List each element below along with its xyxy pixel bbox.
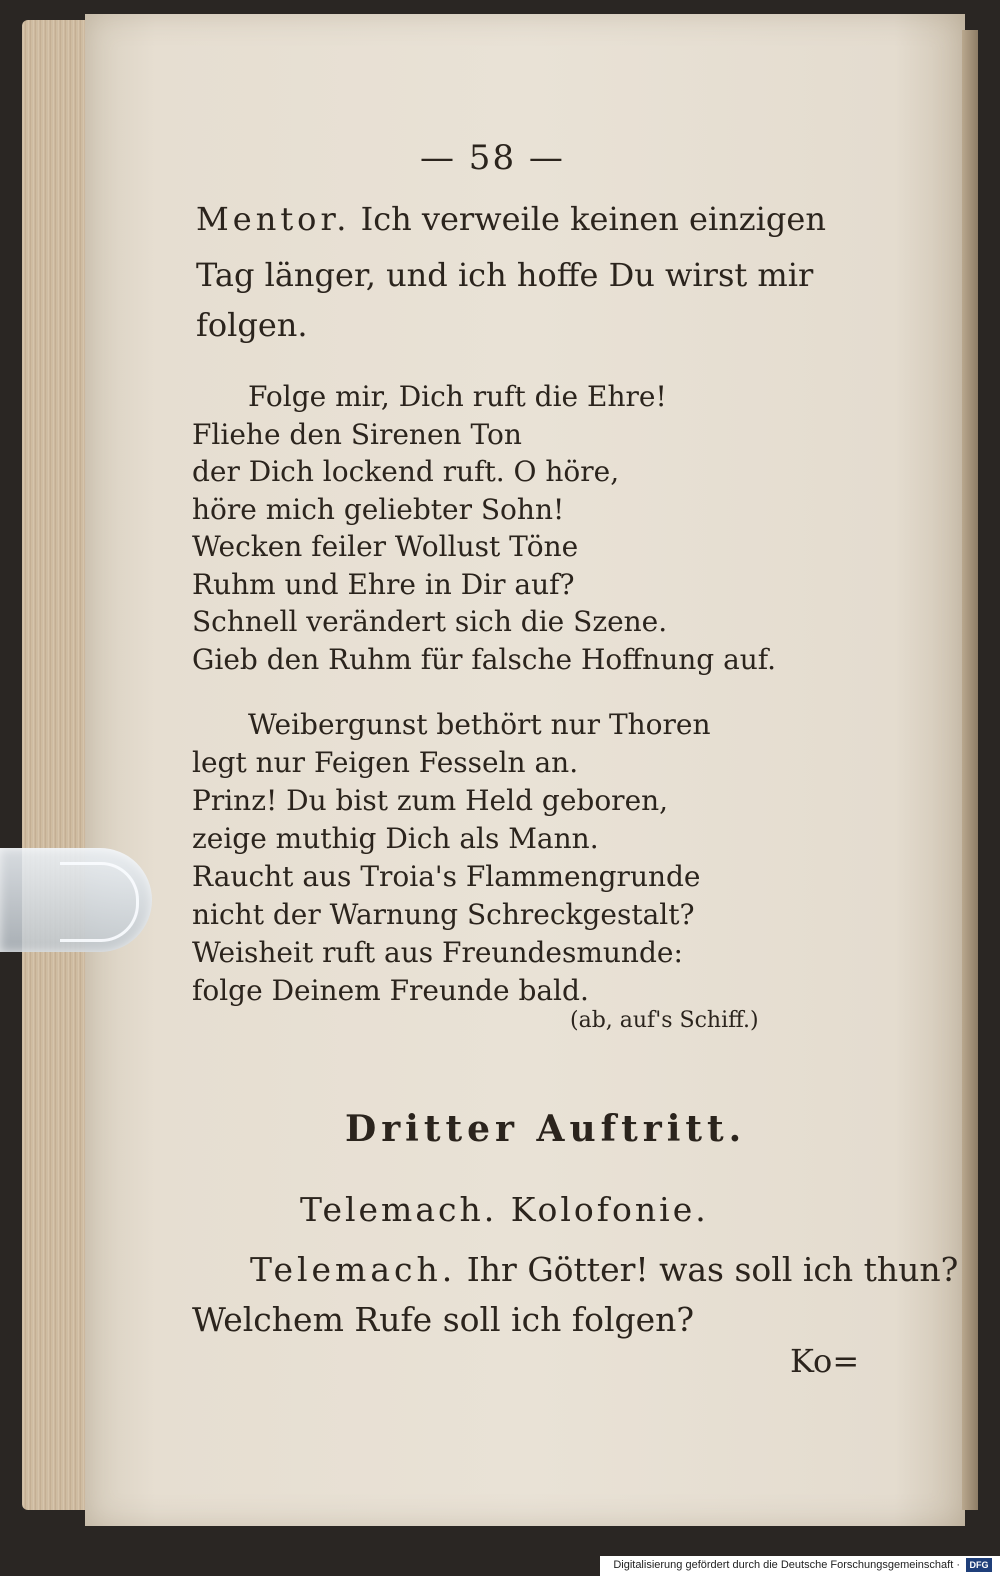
mentor-speech-line-3: folgen. xyxy=(196,306,308,344)
verse-line: Gieb den Ruhm für falsche Hoffnung auf. xyxy=(192,643,777,676)
telemach-speech-line-1: Telemach. Ihr Götter! was soll ich thun? xyxy=(250,1250,959,1289)
verse-line: Weisheit ruft aus Freundesmunde: xyxy=(192,936,683,969)
mentor-speech-line-1: Mentor. Ich verweile keinen einzigen xyxy=(196,200,826,238)
stage-direction: (ab, auf's Schiff.) xyxy=(570,1008,759,1033)
dfg-logo-icon: DFG xyxy=(966,1558,992,1572)
verse-line: Ruhm und Ehre in Dir auf? xyxy=(192,568,575,601)
verse-line: Schnell verändert sich die Szene. xyxy=(192,605,668,638)
book-spine-shadow xyxy=(962,30,978,1510)
verse-line: nicht der Warnung Schreckgestalt? xyxy=(192,898,695,931)
verse-line: folge Deinem Freunde bald. xyxy=(192,974,589,1007)
speaker-telemach: Telemach. xyxy=(250,1250,457,1289)
verse-line: zeige muthig Dich als Mann. xyxy=(192,822,599,855)
verse-line: Wecken feiler Wollust Töne xyxy=(192,530,579,563)
verse-line: der Dich lockend ruft. O höre, xyxy=(192,455,620,488)
cast-line: Telemach. Kolofonie. xyxy=(300,1190,709,1229)
footer-credit: Digitalisierung gefördert durch die Deutsche Forschungsgemeinschaft · xyxy=(613,1559,960,1571)
book-clip-loop xyxy=(60,862,139,942)
mentor-speech-line-2: Tag länger, und ich hoffe Du wirst mir xyxy=(196,256,814,294)
verse-line: höre mich geliebter Sohn! xyxy=(192,493,565,526)
verse-line: Prinz! Du bist zum Held geboren, xyxy=(192,784,669,817)
scene-heading: Dritter Auftritt. xyxy=(345,1108,747,1150)
page-number: — 58 — xyxy=(420,138,565,178)
speaker-mentor: Mentor. xyxy=(196,200,351,238)
verse-line: legt nur Feigen Fesseln an. xyxy=(192,746,579,779)
catchword: Ko= xyxy=(790,1342,860,1380)
verse-line: Fliehe den Sirenen Ton xyxy=(192,418,522,451)
telemach-speech-line-2: Welchem Rufe soll ich folgen? xyxy=(192,1300,695,1339)
verse-line: Raucht aus Troia's Flammengrunde xyxy=(192,860,701,893)
verse-line: Folge mir, Dich ruft die Ehre! xyxy=(248,380,667,413)
verse-line: Weibergunst bethört nur Thoren xyxy=(248,708,711,741)
